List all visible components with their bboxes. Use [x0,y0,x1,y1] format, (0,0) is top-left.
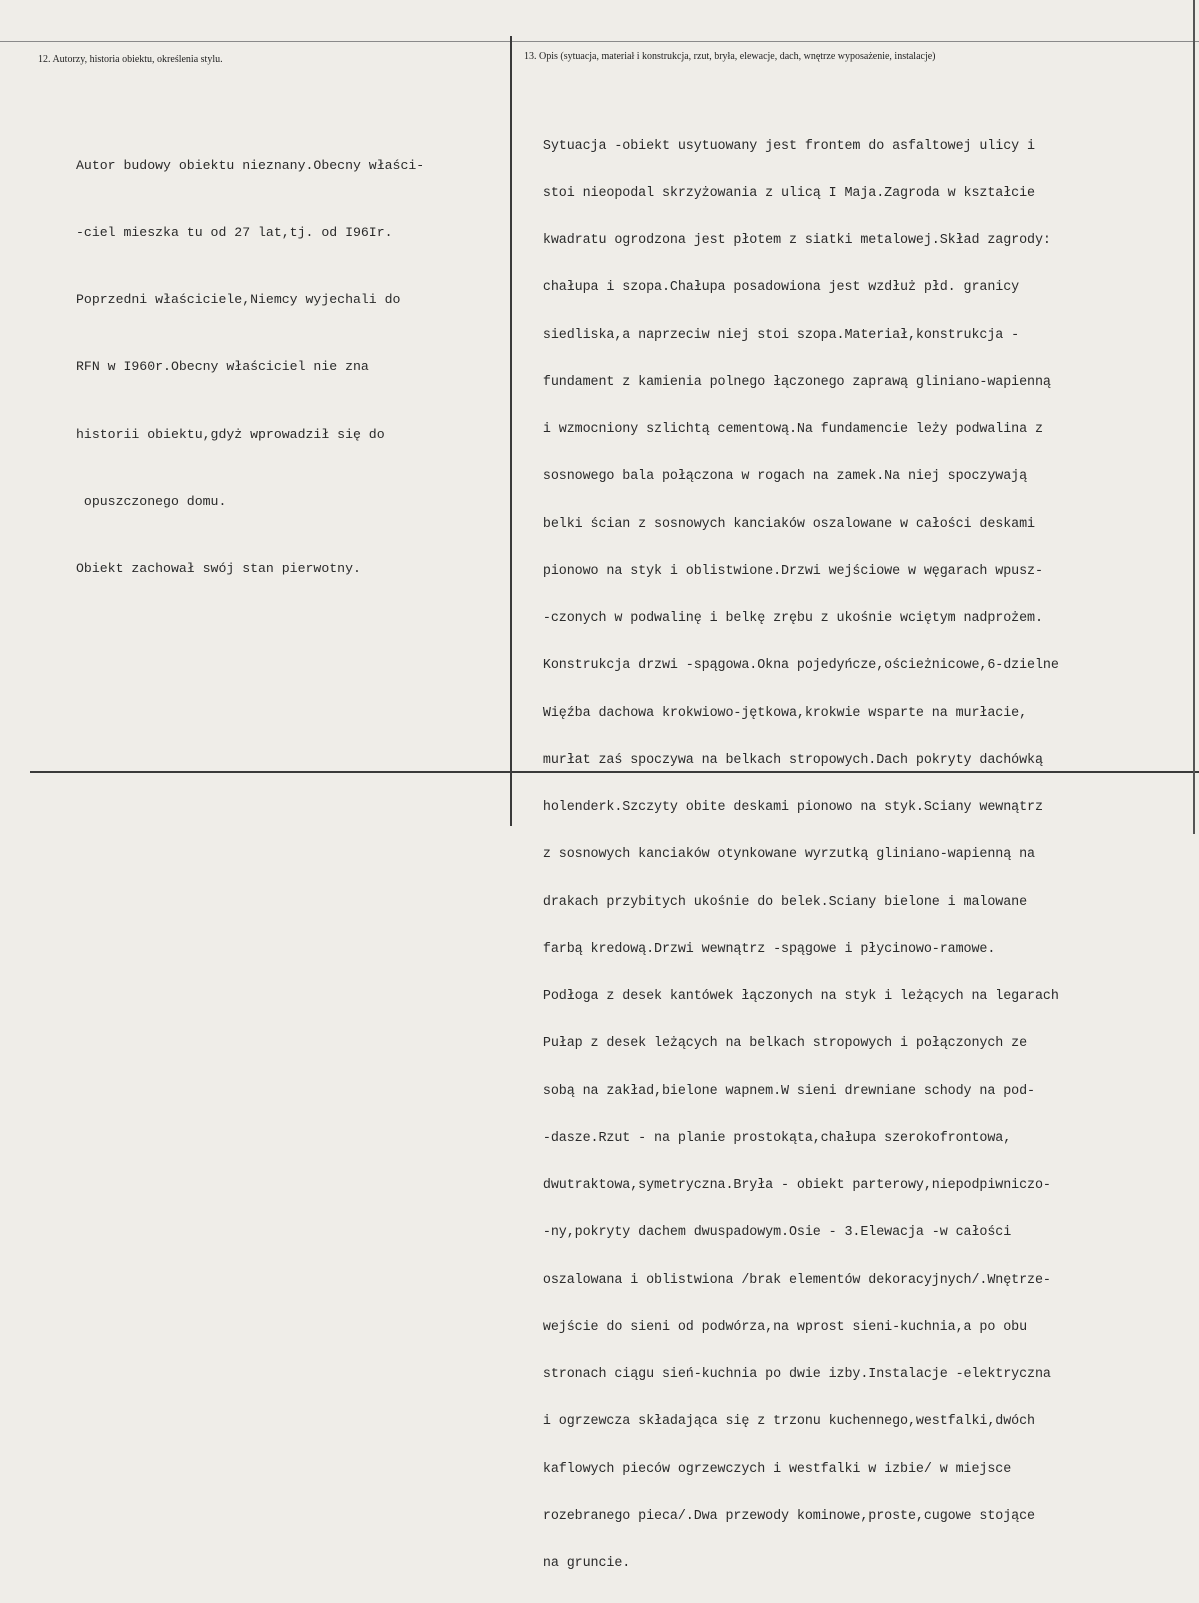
text-line: rozebranego pieca/.Dwa przewody kominowe,proste,cugowe stojące [535,1508,1035,1524]
text-line: z sosnowych kanciaków otynkowane wyrzutką gliniano-wapienną na [535,847,1035,863]
text-line: holenderk.Szczyty obite deskami pionowo na styk.Sciany wewnątrz [535,800,1043,815]
text-line: Więźba dachowa krokwiowo-jętkowa,krokwie wsparte na murłacie, [535,705,1028,721]
text-line: Obiekt zachował swój stan pierwotny. [76,561,361,577]
text-line: kaflowych pieców ogrzewczych i westfalki w izbie/ w miejsce [535,1461,1012,1477]
text-line: sosnowego bala połączona w rogach na zamek.Na niej spoczywają [535,469,1028,485]
authors-history-text [76,110,506,625]
text-line: pionowo na styk i oblistwione.Drzwi wejściowe w węgarach wpusz- [535,563,1043,579]
text-line: stoi nieopodal skrzyżowania z ulicą I Maja.Zagroda w kształcie [535,185,1035,201]
text-line: drakach przybitych ukośnie do belek.Sciany bielone i malowane [535,894,1028,910]
text-line: wejście do sieni od podwórza,na wprost sieni-kuchnia,a po obu [535,1319,1028,1335]
text-line: farbą kredową.Drzwi wewnątrz -spągowe i płycinowo-ramowe. [535,941,996,957]
section-13-heading: 13. Opis (sytuacja, materiał i konstrukcja, rzut, bryła, elewacje, dach, wnętrze wyposażenie, instalacje) [524,51,936,62]
text-line: -ny,pokryty dachem dwuspadowym.Osie - 3.Elewacja -w całości [535,1225,1012,1241]
text-line: -dasze.Rzut - na planie prostokąta,chałupa szerokofrontowa, [535,1130,1012,1146]
text-line: belki ścian z sosnowych kanciaków oszalowane w całości deskami [535,516,1035,532]
text-line: siedliska,a naprzeciw niej stoi szopa.Materiał,konstrukcja - [535,327,1020,343]
text-line: oszalowana i oblistwiona /brak elementów dekoracyjnych/.Wnętrze- [535,1272,1051,1288]
text-line: na gruncie. [535,1556,631,1571]
column-divider [510,36,512,826]
text-line: kwadratu ogrodzona jest płotem z siatki metalowej.Skład zagrody: [535,233,1051,248]
description-text [535,107,1195,1603]
text-line: -czonych w podwalinę i belkę zrębu z ukośnie wciętym nadprożem. [535,611,1043,626]
text-line: historii obiektu,gdyż wprowadził się do [76,426,385,442]
text-line: Poprzedni właściciele,Niemcy wyjechali do [76,292,401,308]
text-line: opuszczonego domu. [76,493,227,509]
text-line: Sytuacja -obiekt usytuowany jest frontem do asfaltowej ulicy i [535,138,1035,154]
text-line: murłat zaś spoczywa na belkach stropowych.Dach pokryty dachówką [535,752,1043,768]
text-line: Autor budowy obiektu nieznany.Obecny właści- [76,157,425,173]
text-line: i wzmocniony szlichtą cementową.Na fundamencie leży podwalina z [535,422,1043,437]
section-12-heading: 12. Autorzy, historia obiektu, określenia stylu. [38,54,223,65]
text-line: fundament z kamienia polnego łączonego zaprawą gliniano-wapienną [535,374,1051,390]
text-line: chałupa i szopa.Chałupa posadowiona jest wzdłuż płd. granicy [535,280,1020,296]
text-line: stronach ciągu sień-kuchnia po dwie izby.Instalacje -elektryczna [535,1367,1051,1382]
text-line: sobą na zakład,bielone wapnem.W sieni drewniane schody na pod- [535,1083,1035,1099]
text-line: i ogrzewcza składająca się z trzonu kuchennego,westfalki,dwóch [535,1414,1035,1430]
text-line: dwutraktowa,symetryczna.Bryła - obiekt parterowy,niepodpiwniczo- [535,1178,1051,1193]
text-line: Pułap z desek leżących na belkach stropowych i połączonych ze [535,1036,1028,1052]
text-line: Konstrukcja drzwi -spągowa.Okna pojedyńcze,ościeżnicowe,6-dzielne [535,658,1059,674]
text-line: RFN w I960r.Obecny właściciel nie zna [76,359,369,375]
text-line: -ciel mieszka tu od 27 lat,tj. od I96Ir. [76,225,393,241]
top-border [0,41,1199,42]
text-line: Podłoga z desek kantówek łączonych na styk i leżących na legarach [535,989,1059,1004]
